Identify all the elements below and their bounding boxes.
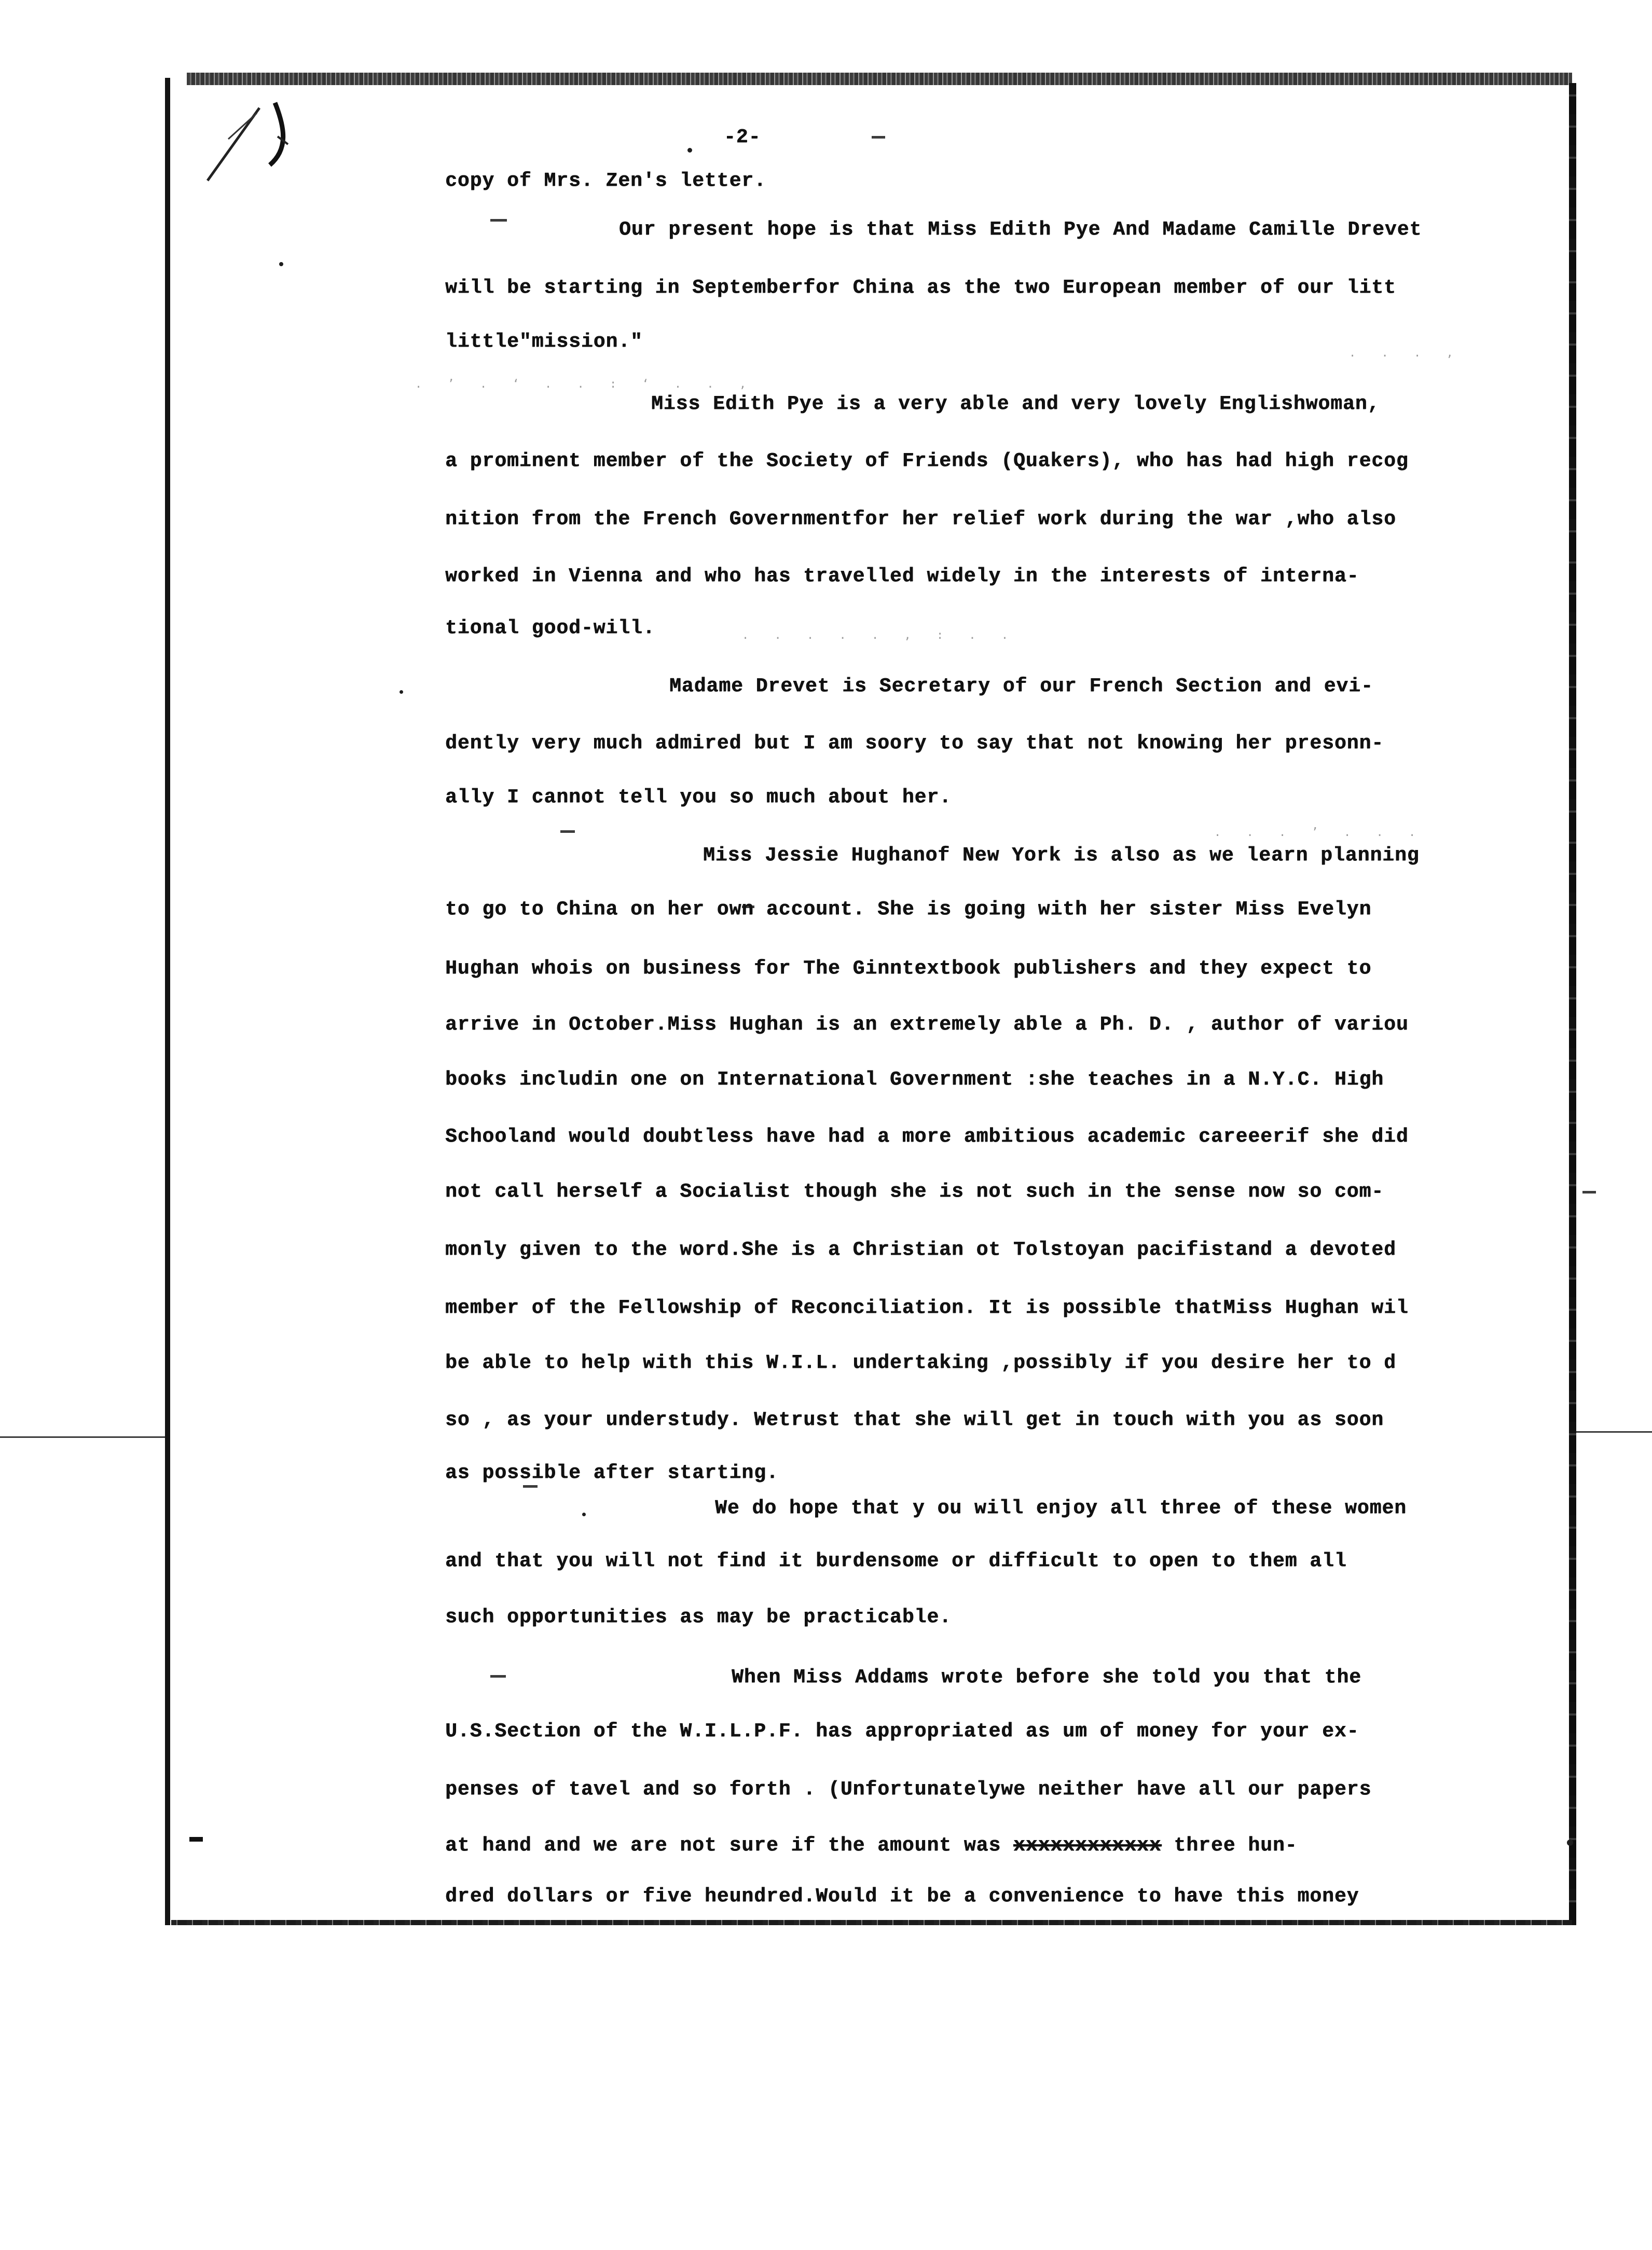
text-line: tional good-will. (445, 617, 655, 639)
scan-speck (400, 690, 403, 694)
text-line: monly given to the word.She is a Christian ot Tolstoyan pacifistand a devoted (445, 1239, 1396, 1261)
page-number: -2- (724, 126, 761, 148)
text-line: penses of tavel and so forth . (Unfortunatelywe neither have all our papers (445, 1778, 1372, 1801)
text-line: dred dollars or five heundred.Would it be a convenience to have this money (445, 1885, 1359, 1908)
text-line: When Miss Addams wrote before she told you that the (732, 1666, 1361, 1689)
scan-mark (872, 136, 885, 139)
scan-speck (279, 262, 283, 266)
text-line: Miss Edith Pye is a very able and very lovely Englishwoman, (651, 393, 1380, 415)
text-line: will be starting in Septemberfor China as the two European member of our litt (445, 277, 1396, 299)
text-line: dently very much admired but I am soory to say that not knowing her presonn- (445, 732, 1384, 754)
scan-speck (687, 148, 692, 153)
text-line: member of the Fellowship of Reconciliation. It is possible thatMiss Hughan wil (445, 1297, 1409, 1319)
text-line: a prominent member of the Society of Friends (Quakers), who has had high recog (445, 450, 1409, 472)
text-line: Hughan whois on business for The Ginntextbook publishers and they expect to (445, 957, 1372, 980)
text-line: Schooland would doubtless have had a more ambitious academic careeerif she did (445, 1126, 1409, 1148)
scan-speck (582, 1513, 586, 1516)
text-line: arrive in October.Miss Hughan is an extremely able a Ph. D. , author of variou (445, 1013, 1409, 1036)
text-line: little"mission." (445, 331, 643, 353)
text-line: to go to China on her own account. She is going with her sister Miss Evelyn (445, 898, 1372, 921)
scan-mark (490, 219, 507, 222)
text-line: books includin one on International Government :she teaches in a N.Y.C. High (445, 1068, 1384, 1091)
page-left-edge (165, 78, 170, 1925)
scan-mark (1582, 1191, 1596, 1193)
scan-crease-right (1576, 1431, 1652, 1433)
bleed-through-noise: . . . ’ . . . (1214, 826, 1425, 839)
text-line: as possible after starting. (445, 1462, 779, 1484)
text-line: Madame Drevet is Secretary of our French Section and evi- (669, 675, 1373, 697)
scan-mark (560, 830, 575, 833)
text-line: U.S.Section of the W.I.L.P.F. has appropriated as um of money for your ex- (445, 1720, 1359, 1743)
text-line: and that you will not find it burdensome or difficult to open to them all (445, 1550, 1347, 1572)
text-line: so , as your understudy. Wetrust that she will get in touch with you as soon (445, 1409, 1384, 1431)
page-right-edge (1569, 83, 1576, 1925)
text-segment: three hun- (1174, 1834, 1298, 1857)
page-top-edge (187, 73, 1572, 85)
struck-out-text: xxxxxxxxxxxx (1013, 1834, 1162, 1857)
scan-speck (1567, 1840, 1573, 1846)
page-bottom-edge (171, 1920, 1572, 1925)
text-line: nition from the French Governmentfor her relief work during the war ,who also (445, 508, 1396, 530)
text-line: ally I cannot tell you so much about her. (445, 786, 952, 808)
text-segment: at hand and we are not sure if the amount was (445, 1834, 1001, 1857)
text-line: copy of Mrs. Zen's letter. (445, 170, 766, 192)
text-line: such opportunities as may be practicable. (445, 1606, 952, 1628)
text-line: We do hope that y ou will enjoy all three of these women (715, 1497, 1407, 1519)
corner-fold-mark-icon (197, 98, 291, 212)
bleed-through-noise: . ’ . ‘ . . : ‘ . . , (415, 378, 756, 391)
scan-mark (490, 1675, 506, 1678)
scan-crease-left (0, 1436, 165, 1438)
text-line: not call herself a Socialist though she is not such in the sense now so com- (445, 1181, 1384, 1203)
bleed-through-noise: . . . . . , : . . (742, 629, 1018, 642)
bleed-through-noise: . . . , (1349, 347, 1463, 360)
text-line: Our present hope is that Miss Edith Pye And Madame Camille Drevet (619, 218, 1422, 241)
text-line (445, 1833, 1298, 1859)
text-line: worked in Vienna and who has travelled widely in the interests of interna- (445, 565, 1359, 587)
text-line: Miss Jessie Hughanof New York is also as we learn planning (703, 844, 1420, 867)
scan-mark (189, 1837, 203, 1842)
text-line: be able to help with this W.I.L. undertaking ,possibly if you desire her to d (445, 1352, 1396, 1374)
